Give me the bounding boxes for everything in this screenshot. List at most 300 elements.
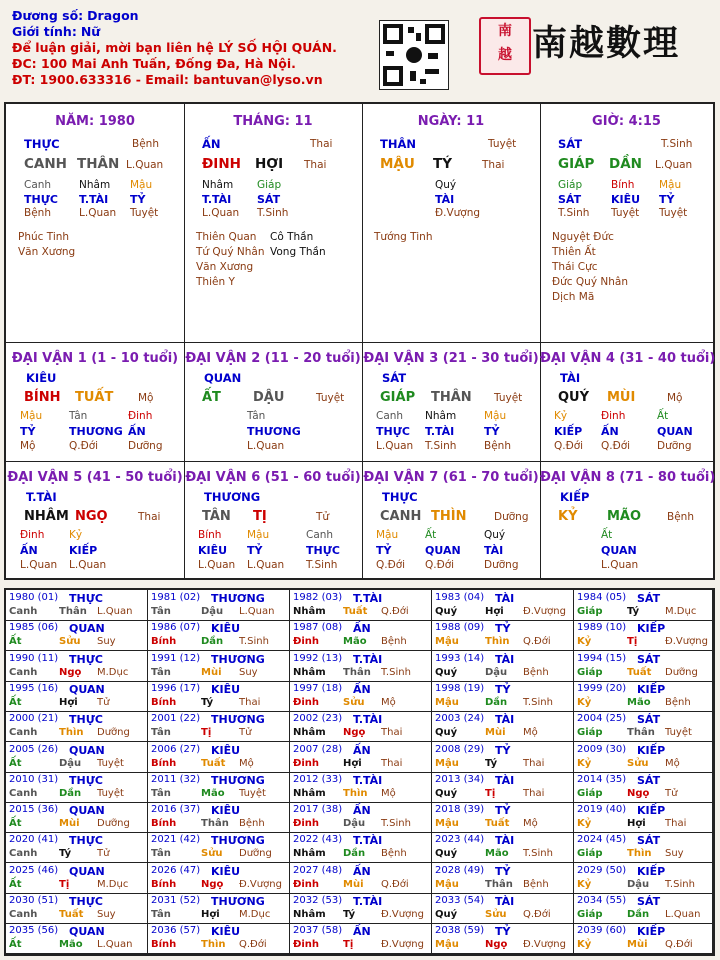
year-chi: Tuất [485,818,510,829]
year-god: TỶ [495,683,511,696]
dai-van-title: ĐẠI VẬN 7 (61 - 70 tuổi) [363,470,539,485]
pillar-hidden-1-1: KIÊU [611,193,641,206]
year-god: THỰC [69,592,103,605]
year-cell [432,923,574,954]
dai-van-hidden-1-1: QUAN [425,544,461,557]
year-cell [290,802,432,833]
year-can: Canh [9,606,38,617]
year-status: L.Quan [97,606,133,617]
year-god: THỰC [69,895,103,908]
year-cell [6,681,148,712]
year-god: TÀI [495,653,515,666]
dai-van-hidden-1-0: THỰC [376,425,410,438]
year-chi: Tị [485,788,496,799]
year-cell [6,620,148,651]
year-status: Đ.Vượng [523,939,566,950]
dai-van-hidden-2-1: L.Quan [601,559,639,571]
year-label: 2019 (40) [577,804,627,815]
year-cell [432,863,574,894]
seal-stamp: 南 越 [479,17,531,75]
year-cell [432,620,574,651]
dai-van-chi: THÌN [431,509,467,524]
year-can: Giáp [577,848,603,859]
year-can: Mậu [435,758,459,769]
dai-van-status: Tuyệt [494,392,523,404]
year-can: Giáp [577,788,603,799]
dai-van-cell [362,462,540,580]
year-can: Mậu [435,939,459,950]
year-status: T.Sinh [239,636,269,647]
year-label: 2012 (33) [293,774,343,785]
dai-van-hidden-2-1: L.Quan [247,559,285,571]
pillar-hidden-1-0: T.TÀI [202,193,232,206]
year-status: Q.Đới [381,606,409,617]
year-god: ẤN [353,865,371,878]
year-label: 2036 (57) [151,925,201,936]
pillar-can: MẬU [380,156,415,172]
year-god: THỰC [69,653,103,666]
dai-van-hidden-0-2: Mậu [484,410,507,422]
year-cell [148,711,290,742]
star-note: Văn Xương [18,246,76,258]
year-cell [432,651,574,682]
year-line1 [577,925,666,938]
year-line1 [293,713,383,726]
year-line1 [151,592,265,605]
year-line1 [435,713,515,726]
pillar-can-right: Thai [304,159,327,171]
dai-van-status: Bệnh [667,511,694,523]
year-chi: Tị [627,636,638,647]
dai-van-hidden-0-2: Đinh [128,410,153,422]
year-line1 [577,713,661,726]
year-label: 1990 (11) [9,653,59,664]
year-cell [148,590,290,621]
year-label: 2023 (44) [435,834,485,845]
year-label: 1991 (12) [151,653,201,664]
year-god: T.TÀI [353,713,383,726]
year-god: QUAN [69,744,105,757]
year-label: 2034 (55) [577,895,627,906]
year-can: Nhâm [293,848,326,859]
year-can: Đinh [293,758,320,769]
year-cell [148,651,290,682]
year-cell [574,620,713,651]
year-chi: Tị [343,939,354,950]
year-can: Giáp [577,909,603,920]
year-god: SÁT [637,592,661,605]
year-status: Dưỡng [97,818,130,829]
year-chi: Ngọ [59,667,82,678]
year-cell [6,802,148,833]
year-chi: Thìn [201,939,226,950]
star-note: Tứ Quý Nhân [196,246,265,258]
year-status: Thai [381,727,403,738]
brand-title: 南越數理 [532,23,681,64]
year-god: KIÊU [211,925,241,938]
year-chi: Dần [201,636,224,647]
pillar-hidden-2-2: Tuyệt [659,207,688,219]
year-cell [148,863,290,894]
year-label: 2003 (24) [435,713,485,724]
pillar-title: GIỜ: 4:15 [592,114,661,129]
year-chi: Ngọ [343,727,366,738]
year-god: KIÊU [211,865,241,878]
year-line1 [435,683,511,696]
year-can: Bính [151,818,177,829]
year-line1 [435,744,511,757]
year-god: TÀI [495,774,515,787]
year-god: THỰC [69,834,103,847]
year-cell [148,832,290,863]
year-cell [290,923,432,954]
year-line1 [435,622,511,635]
year-line1 [9,865,105,878]
year-chi: Dần [627,909,650,920]
year-chi: Sửu [201,848,223,859]
year-status: T.Sinh [381,818,411,829]
year-chi: Ngọ [485,939,508,950]
year-status: Bệnh [523,667,549,678]
year-status: Tuyệt [665,727,692,738]
pillar-hidden-2-1: Tuyệt [611,207,640,219]
dai-van-hidden-1-2: ẤN [128,425,146,438]
dai-van-hidden-2-0: Q.Đới [376,559,406,571]
dai-van-hidden-2-0: L.Quan [376,440,414,452]
year-status: Q.Đới [239,939,267,950]
year-label: 2025 (46) [9,865,59,876]
year-can: Bính [151,697,177,708]
dai-van-god: SÁT [382,371,407,385]
year-status: Suy [97,636,116,647]
star-note: Đức Quý Nhân [552,276,628,288]
year-line1 [293,592,383,605]
year-chi: Mùi [485,727,506,738]
year-god: QUAN [69,925,105,938]
year-chi: Mão [59,939,83,950]
year-cell [432,772,574,803]
year-can: Tân [151,848,171,859]
year-line1 [435,865,511,878]
year-cell [574,590,713,621]
year-line1 [151,774,265,787]
year-line1 [293,744,371,757]
year-label: 2010 (31) [9,774,59,785]
star-note: Văn Xương [196,261,254,273]
year-line1 [9,592,103,605]
pillar-top-left: SÁT [558,137,583,151]
year-cell [6,893,148,924]
pillar-can-right: L.Quan [126,159,164,171]
year-status: M.Dục [239,909,271,920]
year-chi: Sửu [59,636,81,647]
year-label: 1980 (01) [9,592,59,603]
pillar-top-right: T.Sinh [661,138,693,150]
dai-van-hidden-0-0: Canh [376,410,404,422]
year-line1 [9,683,105,696]
dai-van-hidden-1-2: QUAN [657,425,693,438]
year-can: Quý [435,606,458,617]
year-can: Ất [9,697,22,708]
year-label: 2011 (32) [151,774,201,785]
year-line1 [577,804,666,817]
year-status: Suy [239,667,258,678]
year-can: Bính [151,879,177,890]
year-line1 [577,653,661,666]
dai-van-chi: MÙI [607,390,636,405]
dai-van-hidden-2-0: L.Quan [20,559,58,571]
year-line1 [151,865,241,878]
year-can: Mậu [435,636,459,647]
year-line1 [435,653,515,666]
year-god: TỶ [495,925,511,938]
year-status: Đ.Vượng [523,606,566,617]
year-can: Mậu [435,879,459,890]
year-line1 [577,865,666,878]
dai-van-title: ĐẠI VẬN 3 (21 - 30 tuổi) [363,351,539,366]
year-chi: Tý [485,758,498,769]
year-cell [574,832,713,863]
dai-van-hidden-2-0: Q.Đới [554,440,584,452]
year-god: KIẾP [637,683,666,696]
dai-van-cell [540,462,716,580]
year-cell [290,893,432,924]
year-cell [290,651,432,682]
year-status: Thai [239,697,261,708]
year-line1 [435,834,515,847]
dai-van-chi: DẬU [253,390,285,405]
year-status: Tuyệt [239,788,266,799]
year-can: Ất [9,818,22,829]
year-status: Dưỡng [97,727,130,738]
year-line1 [293,774,383,787]
year-label: 2005 (26) [9,744,59,755]
year-label: 2039 (60) [577,925,627,936]
year-status: Tử [239,727,252,738]
year-chi: Hợi [201,909,220,920]
year-cell [574,681,713,712]
year-line1 [151,713,265,726]
dai-van-hidden-2-1: Q.Đới [69,440,99,452]
year-label: 2001 (22) [151,713,201,724]
year-can: Kỷ [577,879,592,890]
year-status: Bệnh [381,636,407,647]
year-label: 1988 (09) [435,622,485,633]
year-status: Q.Đới [381,879,409,890]
dai-van-hidden-0-0: Kỷ [554,410,568,422]
year-cell [574,711,713,742]
star-note: Dịch Mã [552,291,595,303]
dai-van-hidden-2-0: Mộ [20,440,36,452]
year-label: 1989 (10) [577,622,627,633]
year-label: 2031 (52) [151,895,201,906]
dai-van-god: KIÊU [26,371,57,385]
year-status: Mộ [381,788,396,799]
pillar-hidden-2-1: Đ.Vượng [435,207,481,219]
year-status: Q.Đới [523,636,551,647]
year-status: L.Quan [239,606,275,617]
pillar-can: GIÁP [558,156,595,172]
dai-van-hidden-2-2: Bệnh [484,440,511,452]
pillar-hidden-0-1: Nhâm [79,179,111,191]
year-label: 2026 (47) [151,865,201,876]
year-cell [290,742,432,773]
year-can: Tân [151,909,171,920]
year-label: 2038 (59) [435,925,485,936]
dai-van-can: CANH [380,509,422,524]
year-status: Tử [97,697,110,708]
dai-van-hidden-1-1: QUAN [601,544,637,557]
year-can: Đinh [293,818,320,829]
dai-van-hidden-1-1: THƯƠNG [69,425,123,438]
year-chi: Tý [59,848,72,859]
year-god: TỶ [495,865,511,878]
year-chi: Thìn [343,788,368,799]
year-chi: Tý [627,606,640,617]
year-status: T.Sinh [523,848,553,859]
qr-code-icon[interactable] [379,20,449,90]
contact-line: Để luận giải, mời bạn liên hệ LÝ SỐ HỘI QUÁN. [12,40,337,55]
year-label: 1997 (18) [293,683,343,694]
year-can: Canh [9,727,38,738]
year-cell [148,923,290,954]
year-cell [148,772,290,803]
year-label: 1982 (03) [293,592,343,603]
year-label: 1992 (13) [293,653,343,664]
dai-van-can: TÂN [202,509,231,524]
year-cell [432,802,574,833]
dai-van-hidden-2-2: Dưỡng [657,440,692,452]
year-status: Đ.Vượng [381,909,424,920]
pillars-grid [4,102,715,580]
pillar-title: NGÀY: 11 [417,114,485,129]
year-cell [432,711,574,742]
year-label: 1981 (02) [151,592,201,603]
year-god: T.TÀI [353,653,383,666]
star-note: Thiên Ất [552,246,596,258]
dai-van-hidden-0-0: Bính [198,529,222,541]
year-status: Q.Đới [665,939,693,950]
year-chi: Thân [59,606,87,617]
pillar-hidden-0-1: Giáp [257,179,282,191]
year-line1 [293,895,383,908]
year-can: Đinh [293,697,320,708]
year-line1 [293,622,371,635]
dai-van-hidden-1-2: THỰC [306,544,340,557]
year-god: T.TÀI [353,895,383,908]
year-can: Canh [9,667,38,678]
pillar-hidden-0-0: Canh [24,179,52,191]
year-label: 1994 (15) [577,653,627,664]
pillar-can: CANH [24,156,67,172]
year-cell [6,863,148,894]
year-god: T.TÀI [353,592,383,605]
dai-van-hidden-2-1: L.Quan [247,440,285,452]
year-cell [290,832,432,863]
year-label: 1985 (06) [9,622,59,633]
year-status: Tuyệt [97,788,124,799]
star-note-right: Cô Thần [270,231,314,243]
year-label: 1983 (04) [435,592,485,603]
dai-van-hidden-0-1: Đinh [601,410,626,422]
year-god: KIÊU [211,804,241,817]
pillar-title: THÁNG: 11 [233,114,313,129]
header-info [12,8,352,88]
dai-van-status: Tuyệt [316,392,345,404]
year-chi: Ngọ [627,788,650,799]
year-god: ẤN [353,683,371,696]
year-status: Bệnh [239,818,265,829]
year-chi: Thân [627,727,655,738]
year-god: TỶ [495,744,511,757]
pillar-chi: DẦN [609,156,642,172]
year-label: 2017 (38) [293,804,343,815]
year-cell [6,742,148,773]
year-line1 [151,683,241,696]
year-status: Đ.Vượng [239,879,282,890]
year-status: Bệnh [665,697,691,708]
dai-van-can: BÍNH [24,390,61,405]
year-chi: Tý [343,909,356,920]
dai-van-cell [184,343,362,461]
pillar-can-right: L.Quan [655,159,693,171]
year-can: Tân [151,606,171,617]
year-god: THƯƠNG [211,774,265,787]
year-chi: Hợi [485,606,504,617]
year-line1 [9,622,105,635]
year-line1 [9,925,105,938]
year-line1 [577,683,666,696]
year-line1 [435,774,515,787]
year-god: THỰC [69,774,103,787]
star-note: Thái Cực [552,261,598,273]
year-status: Dưỡng [239,848,272,859]
year-status: T.Sinh [381,667,411,678]
year-label: 1986 (07) [151,622,201,633]
year-chi: Tuất [627,667,652,678]
star-note: Tướng Tinh [374,231,433,243]
year-label: 2030 (51) [9,895,59,906]
dai-van-hidden-0-0: Mậu [20,410,43,422]
pillar-hidden-2-1: T.Sinh [257,207,289,219]
year-can: Giáp [577,667,603,678]
year-status: Mộ [523,818,538,829]
year-god: KIẾP [637,865,666,878]
year-line1 [151,744,241,757]
year-label: 2002 (23) [293,713,343,724]
year-status: Mộ [381,697,396,708]
year-cell [290,863,432,894]
year-chi: Tuất [201,758,226,769]
year-line1 [577,592,661,605]
dai-van-hidden-1-2: TÀI [484,544,504,557]
year-chi: Thân [201,818,229,829]
pillar-can: ĐINH [202,156,241,172]
year-chi: Mùi [59,818,80,829]
dai-van-hidden-2-1: T.Sinh [425,440,457,452]
year-status: Tuyệt [97,758,124,769]
pillar-hidden-1-1: SÁT [257,193,281,206]
year-god: QUAN [69,622,105,635]
year-line1 [9,774,103,787]
year-status: Mộ [523,727,538,738]
pillar-cell [540,104,713,342]
year-status: M.Dục [665,606,697,617]
dai-van-hidden-2-0: L.Quan [198,559,236,571]
year-cell [148,681,290,712]
year-chi: Dần [485,697,508,708]
dai-van-chi: MÃO [607,509,642,524]
